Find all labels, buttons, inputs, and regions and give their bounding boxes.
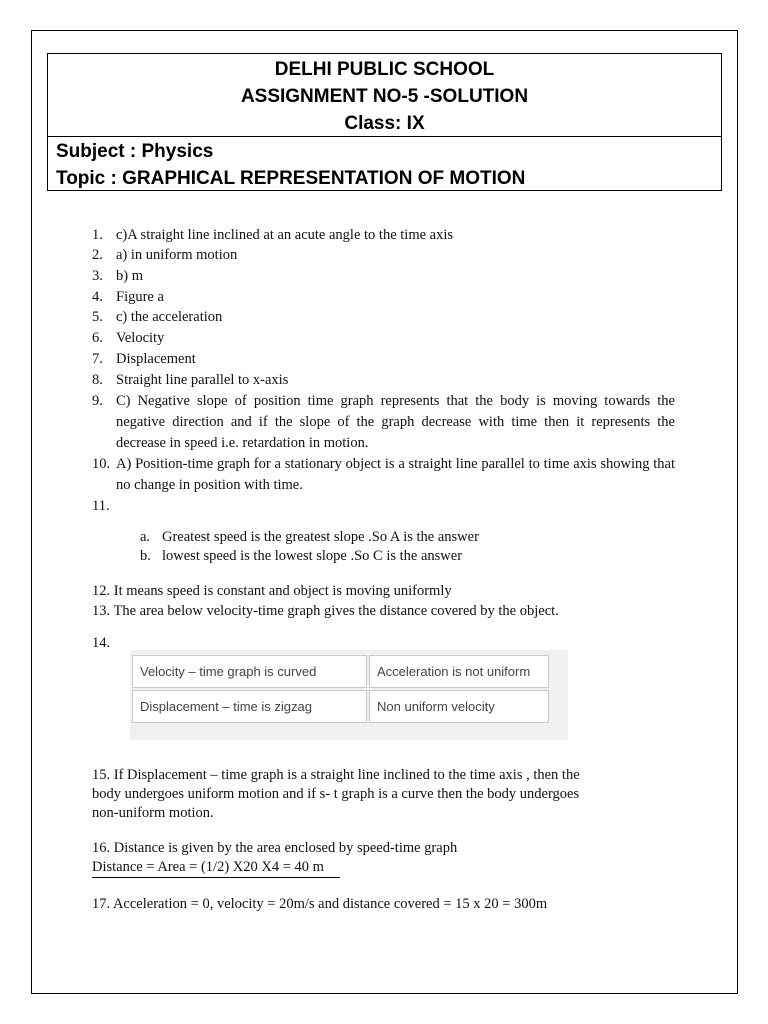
answer-number: 1. xyxy=(92,227,103,243)
subject-label: Subject : Physics xyxy=(56,141,214,162)
answer-number: 8. xyxy=(92,372,103,388)
table-cell: Velocity – time graph is curved xyxy=(132,655,367,688)
answer-line: Distance = Area = (1/2) X20 X4 = 40 m xyxy=(92,857,340,878)
answer-line: non-uniform motion. xyxy=(92,805,214,821)
answer-text: c)A straight line inclined at an acute angle to the time axis xyxy=(116,227,454,243)
answer-line: 16. Distance is given by the area enclosed by speed-time graph xyxy=(92,840,458,856)
sub-answer-text: lowest speed is the lowest slope .So C is the answer xyxy=(162,548,463,564)
answer-text: Figure a xyxy=(116,289,164,305)
answer-number: 11. xyxy=(92,498,110,514)
answer-paragraph: A) Position-time graph for a stationary object is a straight line parallel to time axis showing that no change in position with time. xyxy=(116,456,675,493)
answer-text: c) the acceleration xyxy=(116,309,223,325)
answer-line: 12. It means speed is constant and object is moving uniformly xyxy=(92,583,452,599)
answer-number: 3. xyxy=(92,268,103,284)
table-row xyxy=(132,655,549,688)
answer-line: 13. The area below velocity-time graph gives the distance covered by the object. xyxy=(92,603,559,619)
answer-number: 6. xyxy=(92,330,103,346)
answer-number: 2. xyxy=(92,247,103,263)
answer-number: 5. xyxy=(92,309,103,325)
sub-answer-label: b. xyxy=(140,548,151,564)
assignment-title: ASSIGNMENT NO-5 -SOLUTION xyxy=(240,86,529,107)
table-cell: Non uniform velocity xyxy=(369,690,549,723)
answer-line: 15. If Displacement – time graph is a straight line inclined to the time axis , then the xyxy=(92,767,580,783)
answer-number: 9. xyxy=(92,393,103,409)
table-grid xyxy=(130,653,551,725)
comparison-table xyxy=(130,650,568,740)
answer-line: 17. Acceleration = 0, velocity = 20m/s and distance covered = 15 x 20 = 300m xyxy=(92,896,548,912)
answer-number: 4. xyxy=(92,289,103,305)
answer-text: b) m xyxy=(116,268,143,284)
sub-answer-text: Greatest speed is the greatest slope .So A is the answer xyxy=(162,529,479,545)
table-cell: Displacement – time is zigzag xyxy=(132,690,367,723)
answer-text: a) in uniform motion xyxy=(116,247,238,263)
sub-answer-label: a. xyxy=(140,529,151,545)
answer-number: 10. xyxy=(92,456,111,472)
answer-paragraph: C) Negative slope of position time graph represents that the body is moving towards the negative direction and if the slope of the graph decrease with time then it represents the decrease in speed i.e. retardation in motion. xyxy=(116,393,675,451)
answer-text: Straight line parallel to x-axis xyxy=(116,372,289,388)
answer-text: Velocity xyxy=(116,330,165,346)
topic-label: Topic : GRAPHICAL REPRESENTATION OF MOTION xyxy=(56,168,526,189)
class-label: Class: IX xyxy=(344,113,425,134)
answer-number: 14. xyxy=(92,635,111,651)
table-row xyxy=(132,690,549,723)
school-name: DELHI PUBLIC SCHOOL xyxy=(274,59,495,80)
answer-number: 7. xyxy=(92,351,103,367)
table-cell: Acceleration is not uniform xyxy=(369,655,549,688)
answer-text: Displacement xyxy=(116,351,196,367)
answer-line: body undergoes uniform motion and if s- t graph is a curve then the body undergoes xyxy=(92,786,580,802)
